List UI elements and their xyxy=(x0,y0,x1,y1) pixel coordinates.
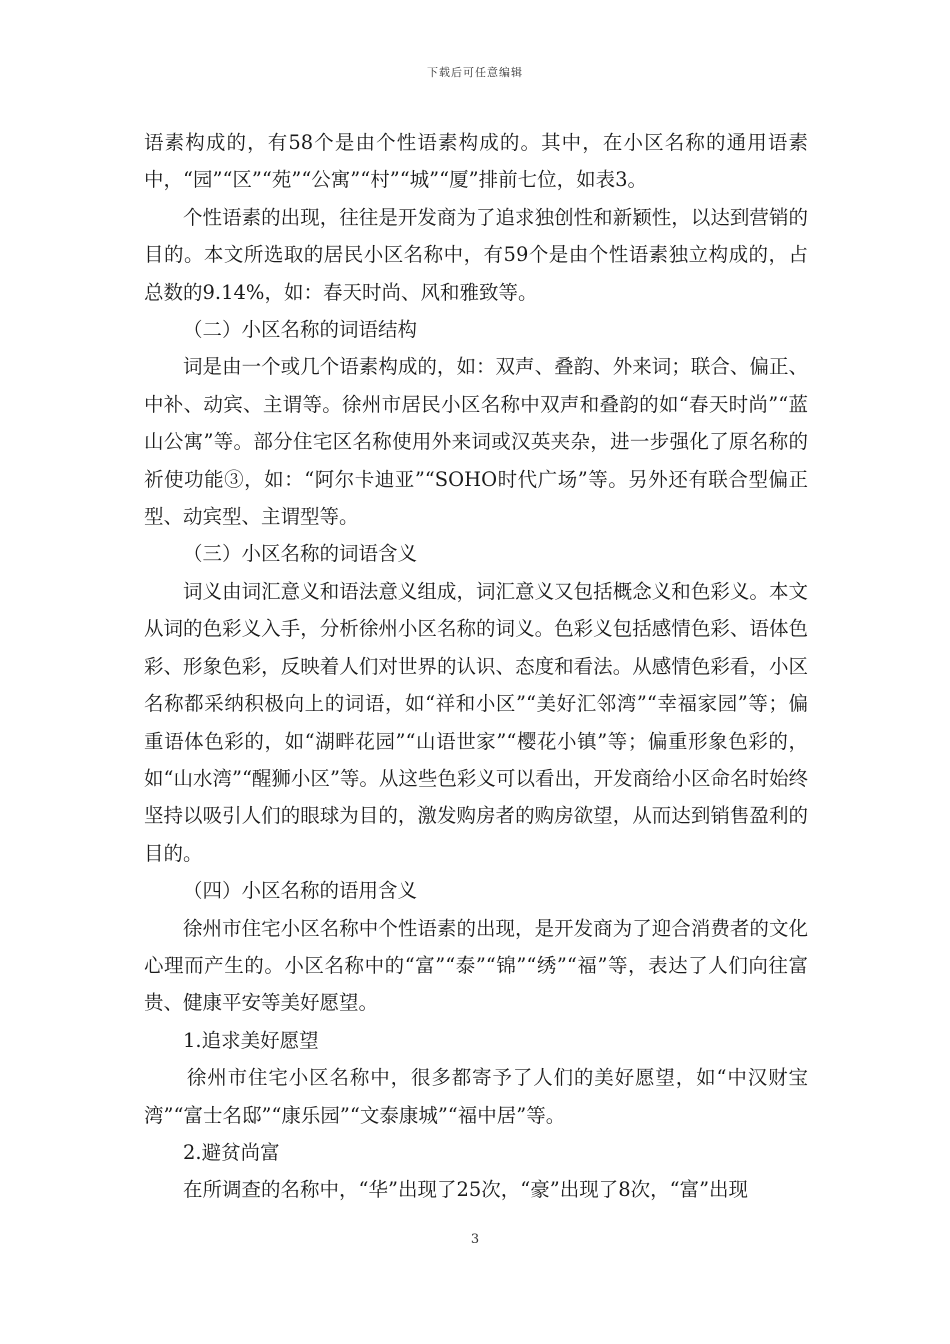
body-text xyxy=(144,124,808,1209)
paragraph-morpheme-count: 语素构成的，有58个是由个性语素构成的。其中，在小区名称的通用语素中，“园”“区”“苑”“公寓”“村”“城”“厦”排前七位，如表3。 xyxy=(144,131,808,192)
subheading-good-wishes: 1.追求美好愿望 xyxy=(183,1028,319,1052)
paragraph-good-wishes: 徐州市住宅小区名称中，很多都寄予了人们的美好愿望，如“中汉财宝湾”“富士名邸”“康乐园”“文泰康城”“福中居”等。 xyxy=(144,1066,808,1127)
section-heading-word-structure: （二）小区名称的词语结构 xyxy=(183,318,418,342)
paragraph-avoid-poverty: 在所调查的名称中，“华”出现了25次，“豪”出现了8次，“富”出现 xyxy=(183,1178,749,1202)
paragraph-individual-morpheme: 个性语素的出现，往往是开发商为了追求独创性和新颖性，以达到营销的目的。本文所选取的居民小区名称中，有59个是由个性语素独立构成的，占总数的9.14%，如：春天时尚、风和雅致等。 xyxy=(144,205,808,304)
paragraph-word-structure: 词是由一个或几个语素构成的，如：双声、叠韵、外来词；联合、偏正、中补、动宾、主谓等。徐州市居民小区名称中双声和叠韵的如“春天时尚”“蓝山公寓”等。部分住宅区名称使用外来词或汉英夹杂，进一步强化了原名称的祈使功能③，如：“阿尔卡迪亚”“SOHO时代广场”等。另外还有联合型偏正型、动宾型、主谓型等。 xyxy=(144,355,808,529)
subheading-avoid-poverty: 2.避贫尚富 xyxy=(183,1140,280,1164)
paragraph-pragmatic-meaning: 徐州市住宅小区名称中个性语素的出现，是开发商为了迎合消费者的文化心理而产生的。小区名称中的“富”“泰”“锦”“绣”“福”等，表达了人们向往富贵、健康平安等美好愿望。 xyxy=(144,916,808,1015)
header-note: 下载后可任意编辑 xyxy=(427,66,523,79)
section-heading-pragmatic-meaning: （四）小区名称的语用含义 xyxy=(183,879,418,903)
page-number: 3 xyxy=(470,1232,480,1247)
section-heading-word-meaning: （三）小区名称的词语含义 xyxy=(183,542,418,566)
paragraph-word-meaning: 词义由词汇意义和语法意义组成，词汇意义又包括概念义和色彩义。本文从词的色彩义入手，分析徐州小区名称的词义。色彩义包括感情色彩、语体色彩、形象色彩，反映着人们对世界的认识、态度和看法。从感情色彩看，小区名称都采纳积极向上的词语，如“祥和小区”“美好汇邻湾”“幸福家园”等；偏重语体色彩的，如“湖畔花园”“山语世家”“樱花小镇”等；偏重形象色彩的，如“山水湾”“醒狮小区”等。从这些色彩义可以看出，开发商给小区命名时始终坚持以吸引人们的眼球为目的，激发购房者的购房欲望，从而达到销售盈利的目的。 xyxy=(144,579,808,865)
